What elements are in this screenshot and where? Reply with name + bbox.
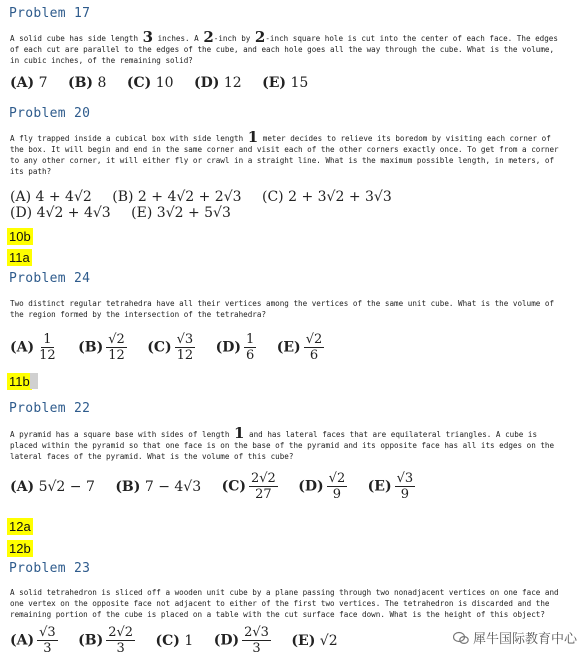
highlight-gap: [30, 373, 38, 389]
text-run: 3: [142, 28, 154, 46]
choice-value: 2 + 3√2 + 3√3: [288, 189, 392, 205]
numerator: √2: [328, 471, 346, 486]
text-run: A fly trapped inside a cubical box with side length: [10, 134, 248, 143]
choice-label: (D): [215, 339, 242, 356]
choice-e: [131, 205, 231, 221]
text-run: 1: [247, 128, 259, 146]
fraction: [327, 471, 348, 502]
choice-b: [115, 479, 201, 495]
choice-b: [68, 75, 106, 91]
choice-c: [262, 189, 392, 205]
tag-11a: 11a: [9, 250, 30, 265]
choice-label: (B): [112, 189, 134, 205]
problem-22-text: [10, 424, 566, 462]
numerator: √3: [176, 332, 194, 347]
text-run: meter decides to relieve its boredom by visiting each corner of the box. It will begin and end in the same corner and visit each of the other corners exactly once. To get from a corner to any other corner, it will either fly or crawl in a straight line. What is the maximum possible length, in meters, of its path?: [10, 134, 559, 176]
problem-17-heading: Problem 17: [9, 6, 91, 21]
choice-value: 5√2 − 7: [38, 478, 95, 495]
choice-label: (E): [291, 632, 316, 649]
numerator: √3: [396, 471, 414, 486]
choice-d: [216, 332, 257, 363]
choice-label: (C): [126, 75, 152, 91]
choice-label: (B): [78, 339, 104, 356]
choice-value: √2: [319, 632, 338, 649]
text-run: and has lateral faces that are equilateral triangles. A cube is placed within the pyramid so that one face is on the base of the pyramid and its opposite face has all its edges on the lateral faces of the pyramid. What is the volume of this cube?: [10, 430, 555, 461]
fraction: [106, 625, 135, 656]
problem-17-text: [10, 28, 566, 66]
choice-e: [368, 471, 415, 502]
choice-label: (C): [221, 478, 246, 495]
text-run: 2: [254, 28, 266, 46]
choice-a: [10, 75, 48, 91]
choice-a: [10, 625, 58, 656]
choice-value: 1: [184, 632, 194, 649]
numerator: 2√2: [108, 625, 134, 640]
denominator: 12: [176, 348, 194, 363]
choice-label: (C): [147, 339, 172, 356]
problem-24-text: Two distinct regular tetrahedra have all their vertices among the vertices of the same unit cube. What is the volume of the region formed by the intersection of the tetrahedra?: [10, 299, 555, 319]
problem-24-choices: [10, 332, 340, 363]
numerator: 2√3: [244, 625, 269, 640]
choice-a: [10, 479, 95, 495]
denominator: 3: [252, 641, 261, 656]
numerator: √2: [108, 332, 125, 347]
choice-label: (B): [78, 632, 104, 649]
numerator: √2: [305, 332, 323, 347]
tag-10b: 10b: [9, 229, 31, 244]
fraction: [175, 332, 196, 363]
tag-12a: 12a: [9, 519, 31, 534]
problem-22-choices: [10, 471, 431, 502]
denominator: 12: [39, 348, 56, 363]
choice-b: [78, 332, 127, 363]
text-run: -inch by: [213, 34, 255, 43]
denominator: 3: [43, 641, 52, 656]
fraction: [304, 332, 325, 363]
problem-24-heading: Problem 24: [9, 271, 91, 286]
fraction: [244, 332, 256, 363]
choice-value: 4√2 + 4√3: [36, 205, 111, 221]
choice-label: (A): [10, 478, 35, 495]
text-run: A solid cube has side length: [10, 34, 143, 43]
choice-label: (D): [298, 478, 324, 495]
chat-bubble-icon: [453, 631, 469, 645]
choice-d: [298, 471, 347, 502]
choice-b: [78, 625, 135, 656]
numerator: 2√2: [250, 471, 276, 486]
problem-23-heading: Problem 23: [9, 561, 91, 576]
choice-c: [222, 471, 278, 502]
choice-e: [277, 332, 324, 363]
text-run: 2: [203, 28, 214, 46]
choice-d: [214, 625, 271, 656]
choice-value: 8: [97, 75, 107, 91]
problem-17-choices: [10, 75, 324, 91]
choice-value: 7 − 4√3: [144, 478, 202, 495]
choice-value: 7: [38, 75, 48, 91]
numerator: 1: [43, 332, 52, 347]
denominator: 12: [108, 348, 125, 363]
denominator: 3: [116, 641, 125, 656]
choice-value: 3√2 + 5√3: [156, 205, 231, 221]
choice-e: [291, 633, 337, 649]
numerator: √3: [39, 625, 56, 640]
fraction: [395, 471, 416, 502]
choice-c: [156, 633, 194, 649]
problem-22-heading: Problem 22: [9, 401, 91, 416]
tag-11b: 11b: [9, 374, 30, 389]
choice-a: [10, 189, 92, 205]
choice-value: 2 + 4√2 + 2√3: [137, 189, 242, 205]
numerator: 1: [246, 332, 255, 347]
choice-label: (A): [10, 189, 32, 205]
watermark: [453, 628, 577, 647]
choice-c: [127, 75, 174, 91]
fraction: [106, 332, 127, 363]
problem-23-choices: [10, 625, 354, 656]
fraction: [37, 332, 58, 363]
choice-label: (A): [10, 632, 35, 649]
choice-value: 4 + 4√2: [35, 189, 92, 205]
text-run: 1: [234, 424, 245, 442]
choice-value: 12: [223, 75, 242, 91]
fraction: [37, 625, 58, 656]
choice-e: [262, 75, 308, 91]
choice-label: (B): [115, 478, 141, 495]
choice-value: 10: [155, 75, 174, 91]
choice-value: 15: [290, 75, 309, 91]
problem-23-text: A solid tetrahedron is sliced off a wooden unit cube by a plane passing through two nonadjacent vertices on one face and one vertex on the opposite face not adjacent to either of the first two vertices. The tetrahedron is discarded and the remaining portion of the cube is placed on a table with the cut surface face down. What is the height of this object?: [10, 588, 559, 619]
choice-label: (A): [10, 75, 35, 91]
problem-20-heading: Problem 20: [9, 106, 91, 121]
choice-label: (E): [262, 75, 287, 91]
fraction: [242, 625, 271, 656]
choice-c: [147, 332, 195, 363]
choice-label: (C): [262, 189, 284, 205]
text-run: -inch square hole is cut into the center of each face. The edges of each cut are parallel to the edges of the cube, and each hole goes all the way through the cube. What is the volume, in cubic inches, of the remaining solid?: [10, 34, 558, 65]
text-run: inches. A: [153, 34, 204, 43]
choice-a: [10, 332, 58, 363]
choice-b: [112, 189, 241, 205]
choice-label: (A): [10, 339, 35, 356]
watermark-text: 犀牛国际教育中心: [472, 632, 577, 647]
problem-20-choices-row-1: [10, 189, 408, 205]
denominator: 27: [255, 487, 272, 502]
choice-label: (C): [155, 632, 180, 649]
choice-label: (D): [194, 75, 220, 91]
choice-label: (E): [131, 205, 153, 221]
fraction: [249, 471, 278, 502]
problem-20-text: [10, 128, 566, 177]
denominator: 9: [400, 487, 410, 502]
choice-label: (D): [213, 632, 240, 649]
choice-label: (B): [67, 75, 94, 91]
denominator: 6: [246, 348, 255, 363]
problem-20-choices-row-2: [10, 205, 247, 221]
choice-label: (D): [10, 205, 33, 221]
denominator: 9: [332, 487, 342, 502]
choice-label: (E): [276, 339, 301, 356]
choice-d: [10, 205, 111, 221]
denominator: 6: [309, 348, 319, 363]
tag-12b: 12b: [9, 541, 31, 556]
choice-label: (E): [367, 478, 392, 495]
text-run: A pyramid has a square base with sides of length: [10, 430, 235, 439]
choice-d: [194, 75, 242, 91]
